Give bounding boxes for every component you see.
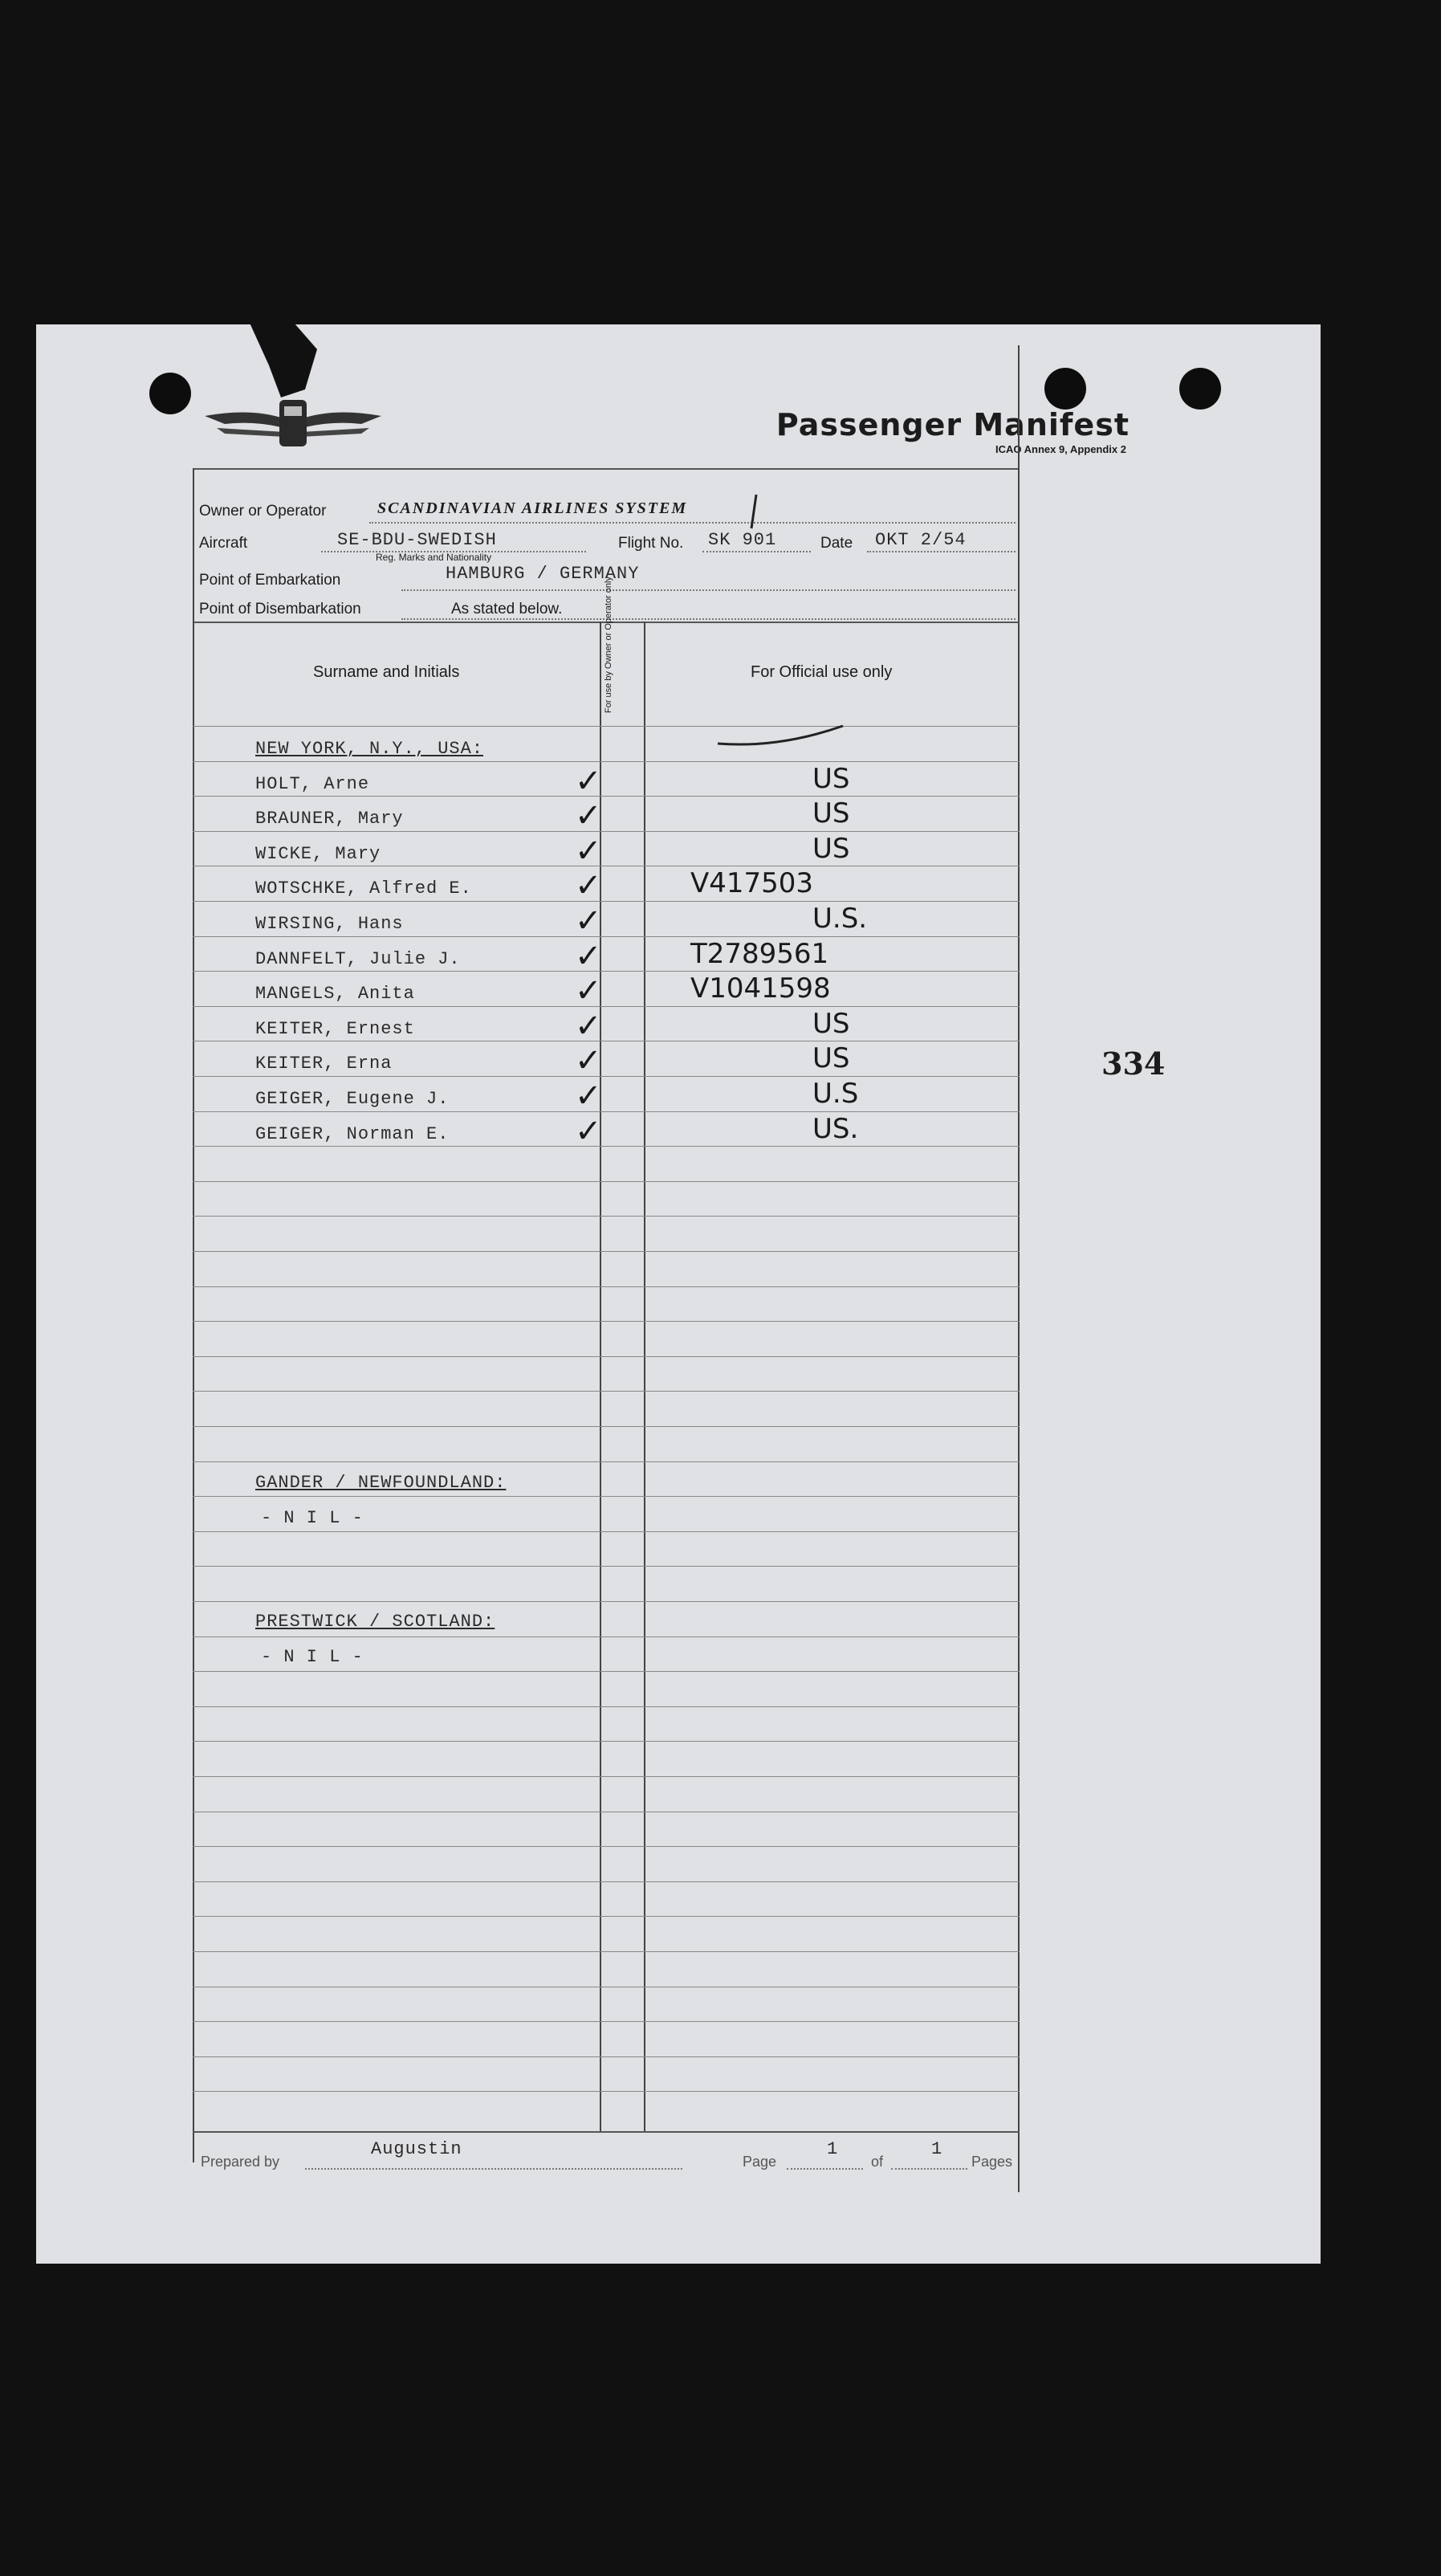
operator-check-mark: ✓: [575, 763, 602, 800]
operator-col-right: [644, 622, 645, 2131]
table-row-rule: [193, 1216, 1020, 1217]
table-row-rule: [193, 1881, 1020, 1882]
header-top-rule: [193, 468, 1020, 470]
official-use-entry: US: [812, 763, 850, 795]
operator-check-mark: ✓: [575, 1008, 602, 1045]
disembark-label: Point of Disembarkation: [199, 601, 361, 618]
owner-label: Owner or Operator: [199, 503, 327, 520]
col-head-official: For Official use only: [751, 663, 893, 681]
passenger-name: NEW YORK, N.Y., USA:: [255, 739, 484, 759]
table-row-rule: [193, 1181, 1020, 1182]
table-row-rule: [193, 936, 1020, 937]
embark-dotted-line: [401, 589, 1016, 591]
aircraft-value: SE-BDU-SWEDISH: [337, 530, 497, 550]
table-row-rule: [193, 2091, 1020, 2092]
table-row-rule: [193, 2056, 1020, 2057]
official-use-entry: US: [812, 1042, 850, 1074]
prepared-label: Prepared by: [201, 2154, 280, 2170]
airline-wings-logo: [201, 392, 385, 456]
table-row-rule: [193, 1566, 1020, 1567]
official-use-entry: V417503: [690, 867, 814, 899]
disembark-dotted-line: [401, 618, 1016, 620]
table-bottom-rule: [193, 2131, 1020, 2133]
embark-label: Point of Embarkation: [199, 572, 341, 589]
pages-label: Pages: [971, 2154, 1013, 2170]
operator-check-mark: ✓: [575, 1078, 602, 1115]
owner-handwritten-mark: [747, 491, 763, 532]
table-row-rule: [193, 1531, 1020, 1532]
passenger-name: WIRSING, Hans: [255, 914, 404, 934]
owner-value: SCANDINAVIAN AIRLINES SYSTEM: [377, 499, 688, 517]
table-row-rule: [193, 1251, 1020, 1252]
passenger-name: HOLT, Arne: [255, 774, 370, 794]
table-row-rule: [193, 2021, 1020, 2022]
passenger-name: WOTSCHKE, Alfred E.: [255, 878, 472, 899]
passenger-name: DANNFELT, Julie J.: [255, 949, 461, 969]
passenger-name: GEIGER, Eugene J.: [255, 1089, 450, 1109]
flight-dotted-line: [702, 551, 811, 552]
table-row-rule: [193, 1776, 1020, 1777]
passenger-name: WICKE, Mary: [255, 844, 381, 864]
punch-hole-right: [1179, 368, 1221, 410]
operator-check-mark: ✓: [575, 797, 602, 834]
operator-check-mark: ✓: [575, 833, 602, 870]
date-dotted-line: [867, 551, 1016, 552]
table-row-rule: [193, 726, 1020, 727]
official-use-entry: V1041598: [690, 972, 831, 1005]
operator-check-mark: ✓: [575, 1113, 602, 1150]
official-use-entry: US: [812, 1008, 850, 1040]
official-use-entry: T2789561: [690, 938, 829, 970]
embark-value: HAMBURG / GERMANY: [446, 564, 640, 584]
passenger-name: BRAUNER, Mary: [255, 809, 404, 829]
page-label: Page: [743, 2154, 777, 2170]
flight-value: SK 901: [708, 530, 777, 550]
table-row-rule: [193, 831, 1020, 832]
aircraft-note: Reg. Marks and Nationality: [376, 552, 492, 563]
official-col-dash-mark: [714, 719, 851, 752]
table-left-border: [193, 468, 194, 2162]
col-head-name: Surname and Initials: [313, 663, 460, 681]
of-label: of: [871, 2154, 884, 2170]
aircraft-label: Aircraft: [199, 535, 248, 552]
table-row-rule: [193, 1636, 1020, 1637]
table-row-rule: [193, 1356, 1020, 1357]
official-use-entry: US: [812, 833, 850, 865]
table-row-rule: [193, 1951, 1020, 1952]
page-value: 1: [827, 2139, 839, 2159]
table-row-rule: [193, 1846, 1020, 1847]
flight-label: Flight No.: [618, 535, 684, 552]
prestwick-value: - N I L -: [261, 1647, 364, 1667]
gander-value: - N I L -: [261, 1508, 364, 1528]
table-row-rule: [193, 1916, 1020, 1917]
official-use-entry: US.: [812, 1113, 859, 1145]
of-dotted-line: [891, 2168, 967, 2170]
table-row-rule: [193, 1111, 1020, 1112]
punch-hole-left: [149, 373, 191, 414]
table-row-rule: [193, 971, 1020, 972]
table-row-rule: [193, 1461, 1020, 1462]
owner-dotted-line: [369, 522, 1016, 524]
table-row-rule: [193, 1601, 1020, 1602]
operator-check-mark: ✓: [575, 1042, 602, 1079]
official-use-entry: US: [812, 797, 850, 829]
table-row-rule: [193, 901, 1020, 902]
gander-heading: GANDER / NEWFOUNDLAND:: [255, 1473, 507, 1493]
table-row-rule: [193, 1426, 1020, 1427]
table-row-rule: [193, 1286, 1020, 1287]
table-row-rule: [193, 1671, 1020, 1672]
table-row-rule: [193, 1706, 1020, 1707]
prestwick-heading: PRESTWICK / SCOTLAND:: [255, 1612, 495, 1632]
disembark-value: As stated below.: [451, 601, 563, 618]
punch-hole-mid: [1044, 368, 1086, 410]
operator-check-mark: ✓: [575, 972, 602, 1009]
document-subtitle: ICAO Annex 9, Appendix 2: [995, 443, 1126, 455]
of-value: 1: [931, 2139, 943, 2159]
operator-check-mark: ✓: [575, 903, 602, 940]
document-title: Passenger Manifest: [775, 407, 1130, 442]
prepared-dotted-line: [305, 2168, 682, 2170]
table-row-rule: [193, 1006, 1020, 1007]
date-value: OKT 2/54: [875, 530, 967, 550]
table-row-rule: [193, 1496, 1020, 1497]
page-dotted-line: [787, 2168, 863, 2170]
official-use-entry: U.S: [812, 1078, 859, 1110]
passenger-name: GEIGER, Norman E.: [255, 1124, 450, 1144]
table-row-rule: [193, 1391, 1020, 1392]
table-row-rule: [193, 1741, 1020, 1742]
date-label: Date: [820, 535, 853, 552]
archive-page-number: 334: [1101, 1045, 1166, 1082]
col-head-operator: For use by Owner or Operator only: [604, 577, 613, 713]
table-row-rule: [193, 761, 1020, 762]
passenger-name: KEITER, Ernest: [255, 1019, 415, 1039]
official-use-entry: U.S.: [812, 903, 868, 935]
operator-check-mark: ✓: [575, 867, 602, 904]
passenger-name: MANGELS, Anita: [255, 984, 415, 1004]
table-row-rule: [193, 1076, 1020, 1077]
passenger-name: KEITER, Erna: [255, 1054, 393, 1074]
aircraft-dotted-line: [321, 551, 586, 552]
prepared-value: Augustin: [371, 2139, 462, 2159]
table-row-rule: [193, 796, 1020, 797]
table-row-rule: [193, 1146, 1020, 1147]
operator-check-mark: ✓: [575, 938, 602, 975]
table-row-rule: [193, 1321, 1020, 1322]
